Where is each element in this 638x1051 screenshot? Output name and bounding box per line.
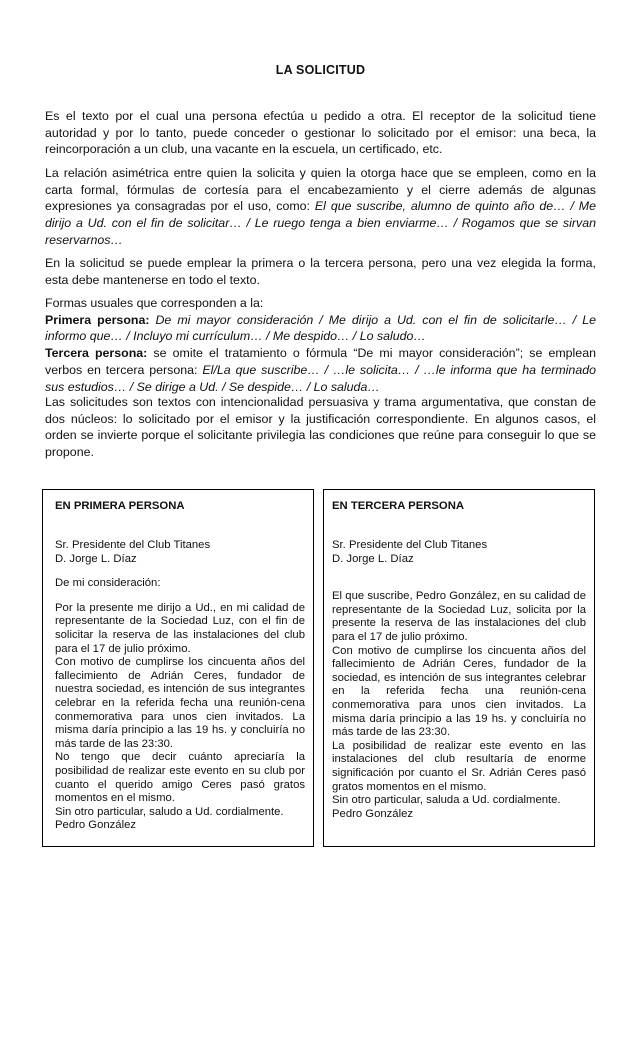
letter-first-body-2: Con motivo de cumplirse los cincuenta años del fallecimiento de Adrián Ceres, fundador de nuestra sociedad, es intención de sus integrantes celebrar en la referida fecha una reunión-cena conmemorativa para unos cien invitados. La misma daría principio a las 19 hs. y concluiría no más tarde de las 23:30. (55, 656, 305, 750)
paragraph-persuasive: Las solicitudes son textos con intencionalidad persuasiva y trama argumentativa, que constan de dos núcleos: lo solicitado por el emisor y la justificación correspondiente. En algunos casos, el orden se invierte porque el solicitante privilegia las condiciones que reúne para conseguir lo que se propone. (45, 395, 596, 460)
first-person-examples: De mi mayor consideración / Me dirijo a Ud. con el fin de solicitarle… / Le informo que… / Incluyo mi currículum… / Me despido… / Lo saludo… (45, 312, 596, 344)
letter-third-body-3: La posibilidad de realizar este evento en las instalaciones del club resultaría de enorme significación por cuanto el Sr. Adrián Ceres pasó gratos momentos en el mismo. (332, 739, 586, 793)
page-title: LA SOLICITUD (275, 63, 366, 77)
paragraph-definition: Es el texto por el cual una persona efectúa u pedido a otra. El receptor de la solicitud tiene autoridad y por lo tanto, puede conceder o gestionar lo solicitado por el emisor: una beca, la reincorporación a un club, una vacante en la escuela, un certificado, etc. (45, 109, 596, 157)
paragraph-forms (45, 295, 596, 395)
letter-first-recipient-name: D. Jorge L. Díaz (55, 552, 137, 565)
letter-third-recipient-name: D. Jorge L. Díaz (332, 552, 414, 565)
letter-first-greeting: De mi consideración: (55, 577, 161, 590)
letter-third-closing: Sin otro particular, saluda a Ud. cordialmente. (332, 794, 561, 807)
letter-third-signature: Pedro González (332, 807, 414, 820)
letter-first-recipient: Sr. Presidente del Club Titanes (55, 539, 211, 551)
first-person-label: Primera persona: (45, 312, 150, 327)
letter-first-header: EN PRIMERA PERSONA (55, 500, 185, 512)
letter-first-body-1: Por la presente me dirijo a Ud., en mi calidad de representante de la Sociedad Luz, con el fin de solicitar la reserva de las instalaciones del club para el 17 de julio próximo. (55, 601, 305, 655)
letter-third-body-2: Con motivo de cumplirse los cincuenta años del fallecimiento de Adrián Ceres, fundador de la sociedad, es intención de sus integrantes celebrar en la referida fecha una reunión-cena conmemorativa para unos cien invitados. La misma daría principio a las 19 hs. y concluiría no más tarde de las 23:30. (332, 644, 586, 739)
letter-third-person (323, 489, 595, 847)
paragraph-relation (45, 165, 596, 249)
letter-third-body-1: El que suscribe, Pedro González, en su calidad de representante de la Sociedad Luz, solicita por la presente la reserva de las instalaciones del club para el 17 de julio próximo. (332, 590, 586, 643)
letter-third-recipient: Sr. Presidente del Club Titanes (332, 539, 488, 551)
letter-third-header: EN TERCERA PERSONA (332, 500, 465, 512)
relation-text: La relación asimétrica entre quien la solicita y quien la otorga hace que se empleen, como en la carta formal, fórmulas de cortesía para el encabezamiento y el cierre además de algunas expresiones ya consagradas por el uso, como: (45, 166, 596, 214)
third-person-examples: El/La que suscribe… / …le solicita… / …le informa que ha terminado sus estudios… / Se dirige a Ud. / Se despide… / Lo saluda… (45, 362, 596, 394)
forms-intro: Formas usuales que corresponden a la: (45, 296, 264, 310)
letter-first-body-3: No tengo que decir cuánto apreciaría la posibilidad de realizar este evento en su club por cuanto el querido amigo Ceres pasó gratos momentos en el mismo. (55, 751, 305, 805)
relation-examples: El que suscribe, alumno de quinto año de… / Me dirijo a Ud. con el fin de solicitar… / Le ruego tenga a bien enviarme… / Rogamos que se sirvan reservarnos… (45, 199, 596, 247)
letter-first-signature: Pedro González (55, 819, 137, 832)
letter-first-closing: Sin otro particular, saludo a Ud. cordialmente. (55, 805, 284, 818)
letter-first-person (42, 489, 314, 847)
third-person-label: Tercera persona: (45, 346, 148, 361)
paragraph-person: En la solicitud se puede emplear la primera o la tercera persona, pero una vez elegida la forma, esta debe mantenerse en todo el texto. (45, 256, 596, 287)
third-person-text: se omite el tratamiento o fórmula “De mi mayor consideración”; se emplean verbos en tercera persona: (45, 346, 596, 377)
